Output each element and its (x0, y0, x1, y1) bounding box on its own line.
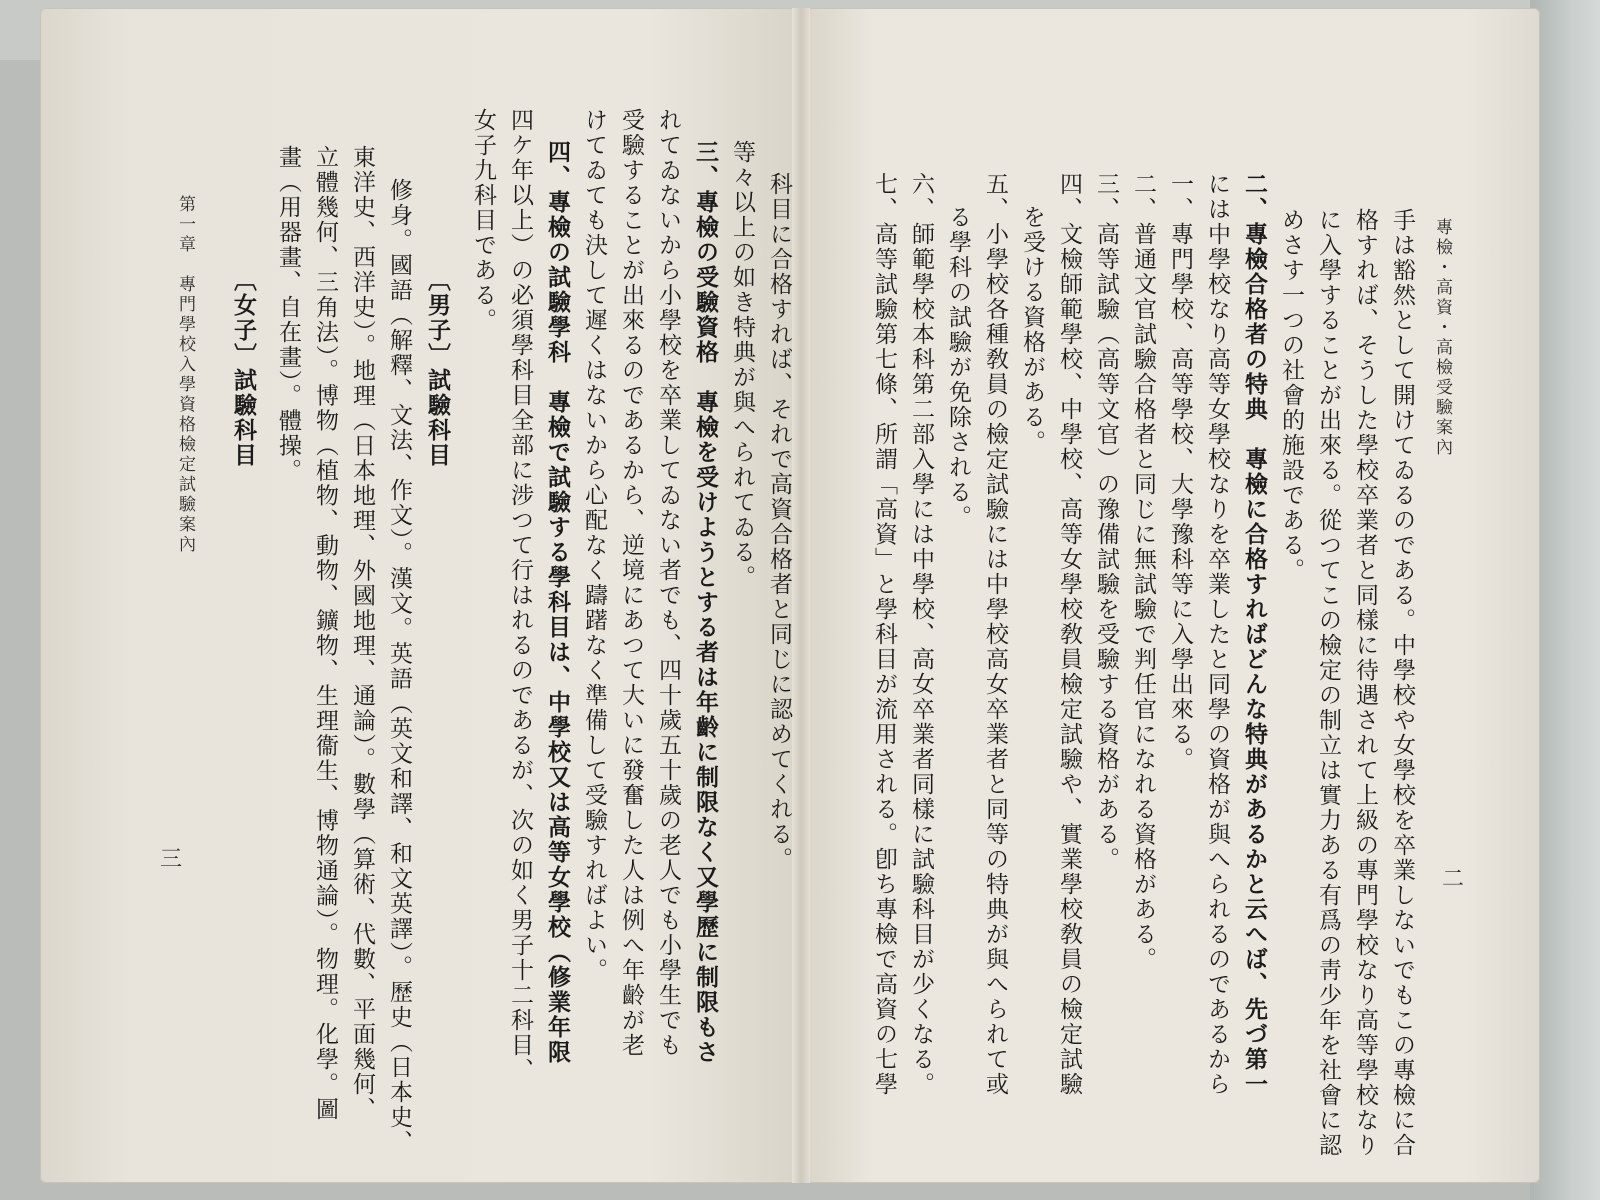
left-line-13: 立體幾何、三角法）。博物（植物、動物、鑛物、生理衞生、博物通論）。物理。化學。圖 (312, 145, 338, 1122)
right-line-3: に入學することが出來る。從つてこの檢定の制立は實力ある有爲の靑少年を社會に認 (1315, 208, 1341, 1158)
left-section-male-subjects: 〔男子〕試驗科目 (424, 268, 451, 468)
right-line-14: 六、師範學校本科第二部入學には中學校、高女卒業者同樣に試驗科目が少くなる。 (908, 172, 934, 1097)
left-line-3: 三、專檢の受驗資格 專檢を受けようとする者は年齡に制限なく又學歷に制限もさ (692, 140, 719, 1065)
left-line-12: 東洋史、西洋史）。地理（日本地理、外國地理、通論）。數學（算術、代數、平面幾何、 (349, 145, 375, 1122)
right-page-number: 二 (1442, 867, 1465, 892)
left-line-9: 女子九科目である。 (470, 108, 496, 333)
left-section-female-subjects: 〔女子〕試驗科目 (230, 268, 257, 468)
right-line-1: 手は豁然として開けてゐるのである。中學校や女學校を卒業しないでもこの專檢に合 (1389, 208, 1415, 1158)
left-line-6: けてゐても決して遲くはないから心配なく躊躇なく準備して受驗すればよい。 (581, 108, 607, 983)
right-line-11: を受ける資格がある。 (1019, 205, 1045, 455)
left-line-7: 四、專檢の試驗學科 專檢で試驗する學科目は、中學校又は高等女學校（修業年限 (544, 140, 571, 1065)
left-line-4: れてゐないから小學校を卒業してゐない者でも、四十歲五十歲の老人でも小學生でも (655, 108, 681, 1058)
left-page (40, 8, 800, 1183)
left-line-1: 科目に合格すれば、それで高資合格者と同じに認めてくれる。 (766, 172, 792, 872)
right-running-header: 專檢・高資・高檢受驗案內 (1432, 218, 1452, 458)
right-line-10: 四、文檢師範學校、中學校、高等女學校敎員檢定試驗や、實業學校敎員の檢定試驗 (1056, 172, 1082, 1097)
right-line-6: には中學校なり高等女學校なりを卒業したと同學の資格が與へられるのであるから (1204, 172, 1230, 1097)
right-line-15: 七、高等試驗第七條、所謂「高資」と學科目が流用される。卽ち專檢で高資の七學 (871, 172, 897, 1097)
right-line-4: めさす一つの社會的施設である。 (1278, 208, 1304, 583)
right-line-7: 一、專門學校、高等學校、大學豫科等に入學出來る。 (1167, 172, 1193, 772)
left-line-5: 受驗することが出來るのであるから、逆境にあつて大いに發奮した人は例へ年齡が老 (618, 108, 644, 1058)
left-line-11: 修身。國語（解釋、文法、作文）。漢文。英語（英文和譯、和文英譯）。歷史（日本史、 (386, 178, 412, 1155)
right-line-5: 二、專檢合格者の特典 專檢に合格すればどんな特典があるかと云へば、先づ第一 (1241, 172, 1268, 1097)
right-line-9: 三、高等試驗（高等文官）の豫備試驗を受驗する資格がある。 (1093, 172, 1119, 872)
right-line-12: 五、小學校各種敎員の檢定試驗には中學校高女卒業者と同等の特典が與へられて或 (982, 172, 1008, 1097)
right-line-8: 二、普通文官試驗合格者と同じに無試驗で判任官になれる資格がある。 (1130, 172, 1156, 972)
backdrop-glass-edge (1530, 0, 1600, 1200)
left-line-2: 等々以上の如き特典が與へられてゐる。 (729, 140, 755, 590)
left-line-8: 四ケ年以上）の必須學科目全部に涉つて行はれるのであるが、次の如く男子十二科目、 (507, 108, 533, 1083)
right-line-13: る學科の試驗が免除される。 (945, 205, 971, 530)
left-running-footer: 第一章 專門學校入學資格檢定試驗案內 (175, 195, 195, 555)
right-line-2: 格すれば、そうした學校卒業者と同樣に待遇されて上級の專門學校なり高等學校なり (1352, 208, 1378, 1158)
left-page-number: 三 (160, 847, 183, 872)
left-line-14: 畫（用器畫、自在畫）。體操。 (275, 145, 301, 484)
